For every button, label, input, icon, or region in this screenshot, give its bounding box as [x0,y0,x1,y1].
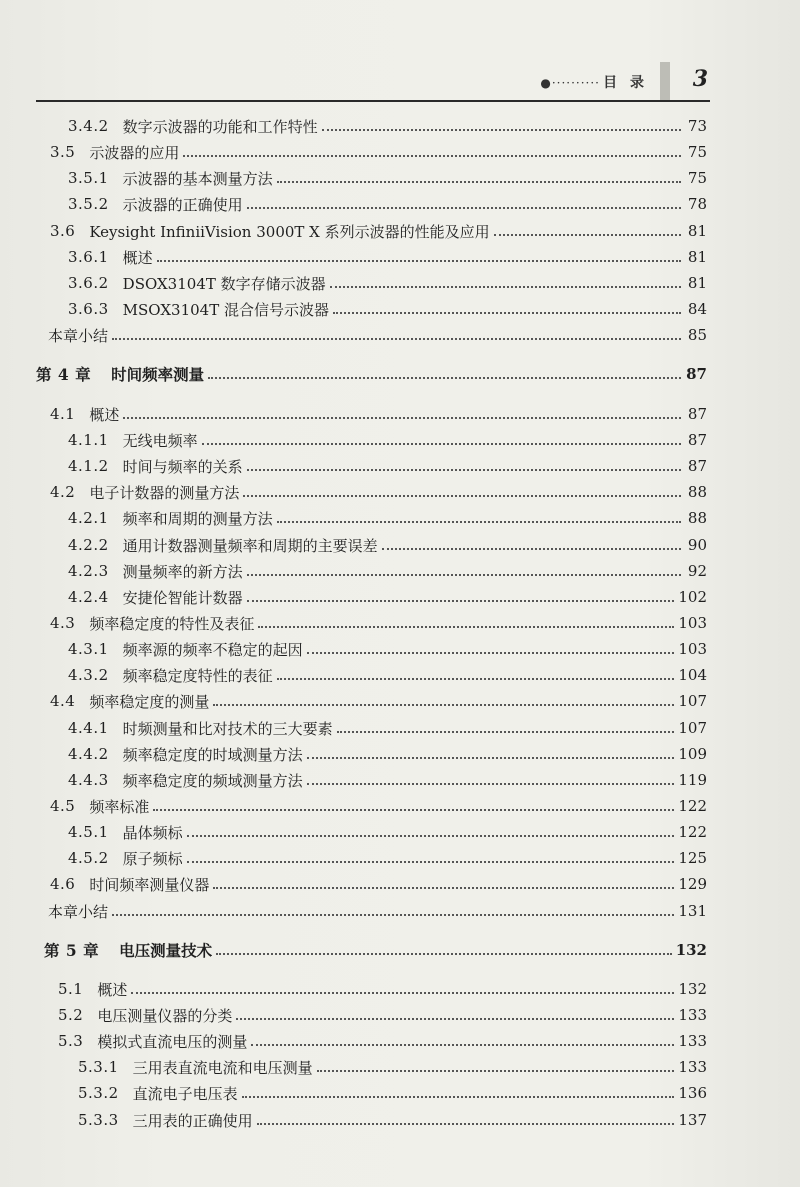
entry-number: 4.2.2 [68,536,109,554]
entry-number: 5.2 [58,1006,84,1024]
entry-title: 概述 [89,405,120,424]
entry-title: 本章小结 [48,326,109,345]
toc-entry [68,454,707,478]
dot-leader [112,914,674,916]
dot-leader [131,992,674,994]
dot-leader [277,181,681,183]
entry-number: 3.6.3 [68,300,109,318]
entry-title: 电压测量技术 [119,941,213,960]
toc-entry [68,166,707,190]
page-number: 3 [692,66,708,92]
entry-number: 3.4.2 [68,117,109,135]
entry-page-number: 75 [687,143,707,161]
entry-number: 第 5 章 [44,941,100,960]
entry-page-number: 87 [686,365,707,383]
entry-number: 3.6.2 [68,274,109,292]
entry-number: 5.3.2 [78,1084,119,1102]
entry-page-number: 125 [678,849,707,867]
dot-leader [317,1070,675,1072]
entry-page-number: 87 [687,431,707,449]
dot-leader [247,600,675,602]
entry-title: 电子计数器的测量方法 [89,483,240,502]
entry-title: 示波器的应用 [89,143,180,162]
dot-leader [247,574,681,576]
entry-title: 三用表的正确使用 [132,1111,253,1130]
dot-leader [183,155,681,157]
entry-page-number: 104 [678,666,707,684]
dot-leader [187,861,675,863]
toc-entry [68,663,707,687]
dot-leader [213,704,674,706]
dot-leader [382,548,681,550]
entry-page-number: 133 [678,1058,707,1076]
header-section-label: 目 录 [603,75,648,91]
entry-page-number: 102 [678,588,707,606]
entry-page-number: 87 [687,405,707,423]
toc-entry [68,559,707,583]
dot-leader [153,809,674,811]
entry-page-number: 73 [687,117,707,135]
entry-page-number: 81 [687,222,707,240]
entry-title: DSOX3104T 数字存储示波器 [122,274,326,293]
dot-leader [258,626,674,628]
entry-page-number: 109 [678,745,707,763]
entry-page-number: 131 [678,902,707,920]
entry-title: 频率稳定度的特性及表征 [89,614,255,633]
entry-number: 4.5.2 [68,849,109,867]
entry-page-number: 88 [687,483,707,501]
entry-page-number: 107 [678,719,707,737]
toc-entry [50,219,707,243]
toc-entry [68,297,707,321]
toc-entry [50,794,707,818]
toc-entry [78,1055,707,1079]
dot-leader [236,1018,674,1020]
toc-entry [68,742,707,766]
entry-title: 频率稳定度特性的表征 [122,666,273,685]
toc-entry [58,1003,707,1027]
entry-page-number: 103 [678,614,707,632]
entry-number: 3.5.1 [68,169,109,187]
entry-title: 示波器的基本测量方法 [122,169,273,188]
entry-title: 频率稳定度的频域测量方法 [122,771,303,790]
entry-page-number: 122 [678,797,707,815]
toc-entry [58,977,707,1001]
toc-entry [50,402,707,426]
entry-number: 4.3.2 [68,666,109,684]
entry-number: 3.5 [50,143,76,161]
entry-title: 概述 [122,248,153,267]
entry-title: 频率稳定度的时域测量方法 [122,745,303,764]
toc-summary-entry [48,323,707,347]
header-ornament: ●·········· [540,76,600,90]
dot-leader [247,207,681,209]
entry-title: 频率标准 [89,797,150,816]
entry-title: 时间频率测量 [111,365,205,384]
toc-chapter-entry [36,362,707,386]
entry-title: 测量频率的新方法 [122,562,243,581]
toc-entry [68,637,707,661]
entry-title: 频率稳定度的测量 [89,692,210,711]
dot-leader [257,1123,675,1125]
toc-entry [78,1081,707,1105]
dot-leader [157,260,681,262]
dot-leader [322,129,681,131]
entry-page-number: 122 [678,823,707,841]
dot-leader [277,678,675,680]
entry-page-number: 81 [687,274,707,292]
entry-page-number: 81 [687,248,707,266]
entry-number: 4.4 [50,692,76,710]
entry-title: 晶体频标 [122,823,183,842]
entry-title: 电压测量仪器的分类 [97,1006,233,1025]
toc-entry [50,140,707,164]
entry-number: 5.3.3 [78,1111,119,1129]
entry-page-number: 132 [678,980,707,998]
entry-page-number: 85 [687,326,707,344]
entry-number: 4.6 [50,875,76,893]
toc-entry [50,480,707,504]
entry-number: 3.6.1 [68,248,109,266]
dot-leader [242,1096,675,1098]
entry-title: 三用表直流电流和电压测量 [132,1058,313,1077]
entry-number: 4.5 [50,797,76,815]
entry-number: 5.3.1 [78,1058,119,1076]
entry-number: 4.2.3 [68,562,109,580]
dot-leader [307,652,675,654]
toc-entry [50,611,707,635]
entry-number: 4.2.4 [68,588,109,606]
dot-leader [202,443,681,445]
toc-entry [50,689,707,713]
toc-entry [68,768,707,792]
entry-page-number: 87 [687,457,707,475]
dot-leader [330,286,681,288]
entry-number: 4.1.2 [68,457,109,475]
entry-title: 时间与频率的关系 [122,457,243,476]
entry-page-number: 136 [678,1084,707,1102]
entry-page-number: 133 [678,1032,707,1050]
toc-summary-entry [48,899,707,923]
entry-page-number: 137 [678,1111,707,1129]
entry-title: 时频测量和比对技术的三大要素 [122,719,333,738]
entry-title: 原子频标 [122,849,183,868]
toc-entry [58,1029,707,1053]
dot-leader [277,521,681,523]
dot-leader [247,469,681,471]
entry-title: 数字示波器的功能和工作特性 [122,117,318,136]
dot-leader [333,312,681,314]
entry-number: 3.5.2 [68,195,109,213]
entry-number: 5.3 [58,1032,84,1050]
entry-title: 安捷伦智能计数器 [122,588,243,607]
entry-number: 3.6 [50,222,76,240]
toc-entry [68,271,707,295]
dot-leader [307,757,675,759]
entry-number: 4.2.1 [68,509,109,527]
entry-title: Keysight InfiniiVision 3000T X 系列示波器的性能及应用 [89,222,490,241]
entry-page-number: 133 [678,1006,707,1024]
entry-title: 直流电子电压表 [132,1084,238,1103]
dot-leader [307,783,675,785]
dot-leader [208,377,681,379]
toc-entry [68,533,707,557]
entry-page-number: 132 [675,941,707,959]
entry-number: 4.4.2 [68,745,109,763]
entry-page-number: 92 [687,562,707,580]
toc-entry [68,506,707,530]
dot-leader [112,338,681,340]
toc-entry [68,820,707,844]
entry-number: 4.4.3 [68,771,109,789]
toc-entry [68,114,707,138]
toc-entry [68,716,707,740]
dot-leader [123,417,681,419]
entry-title: 概述 [97,980,128,999]
entry-number: 第 4 章 [36,365,92,384]
entry-page-number: 129 [678,875,707,893]
entry-title: 示波器的正确使用 [122,195,243,214]
toc-entry [68,245,707,269]
dot-leader [494,234,681,236]
entry-page-number: 84 [687,300,707,318]
dot-leader [187,835,675,837]
entry-title: 通用计数器测量频率和周期的主要误差 [122,536,378,555]
entry-title: 频率和周期的测量方法 [122,509,273,528]
entry-page-number: 103 [678,640,707,658]
entry-number: 4.3 [50,614,76,632]
entry-number: 4.5.1 [68,823,109,841]
entry-page-number: 90 [687,536,707,554]
entry-title: 本章小结 [48,902,109,921]
entry-number: 5.1 [58,980,84,998]
dot-leader [216,953,672,955]
entry-page-number: 107 [678,692,707,710]
entry-title: 时间频率测量仪器 [89,875,210,894]
entry-number: 4.4.1 [68,719,109,737]
toc-entry [68,192,707,216]
dot-leader [213,887,674,889]
entry-page-number: 78 [687,195,707,213]
entry-title: MSOX3104T 混合信号示波器 [122,300,329,319]
toc-entry [68,428,707,452]
dot-leader [337,731,675,733]
dot-leader [243,495,681,497]
toc-chapter-entry [44,938,707,962]
entry-page-number: 119 [678,771,707,789]
toc-entry [50,872,707,896]
toc-entry [68,846,707,870]
toc-entry [68,585,707,609]
entry-page-number: 75 [687,169,707,187]
dot-leader [251,1044,674,1046]
entry-page-number: 88 [687,509,707,527]
entry-number: 4.3.1 [68,640,109,658]
entry-number: 4.2 [50,483,76,501]
entry-title: 模拟式直流电压的测量 [97,1032,248,1051]
entry-number: 4.1 [50,405,76,423]
entry-title: 频率源的频率不稳定的起因 [122,640,303,659]
entry-title: 无线电频率 [122,431,198,450]
entry-number: 4.1.1 [68,431,109,449]
toc-entry [78,1108,707,1132]
